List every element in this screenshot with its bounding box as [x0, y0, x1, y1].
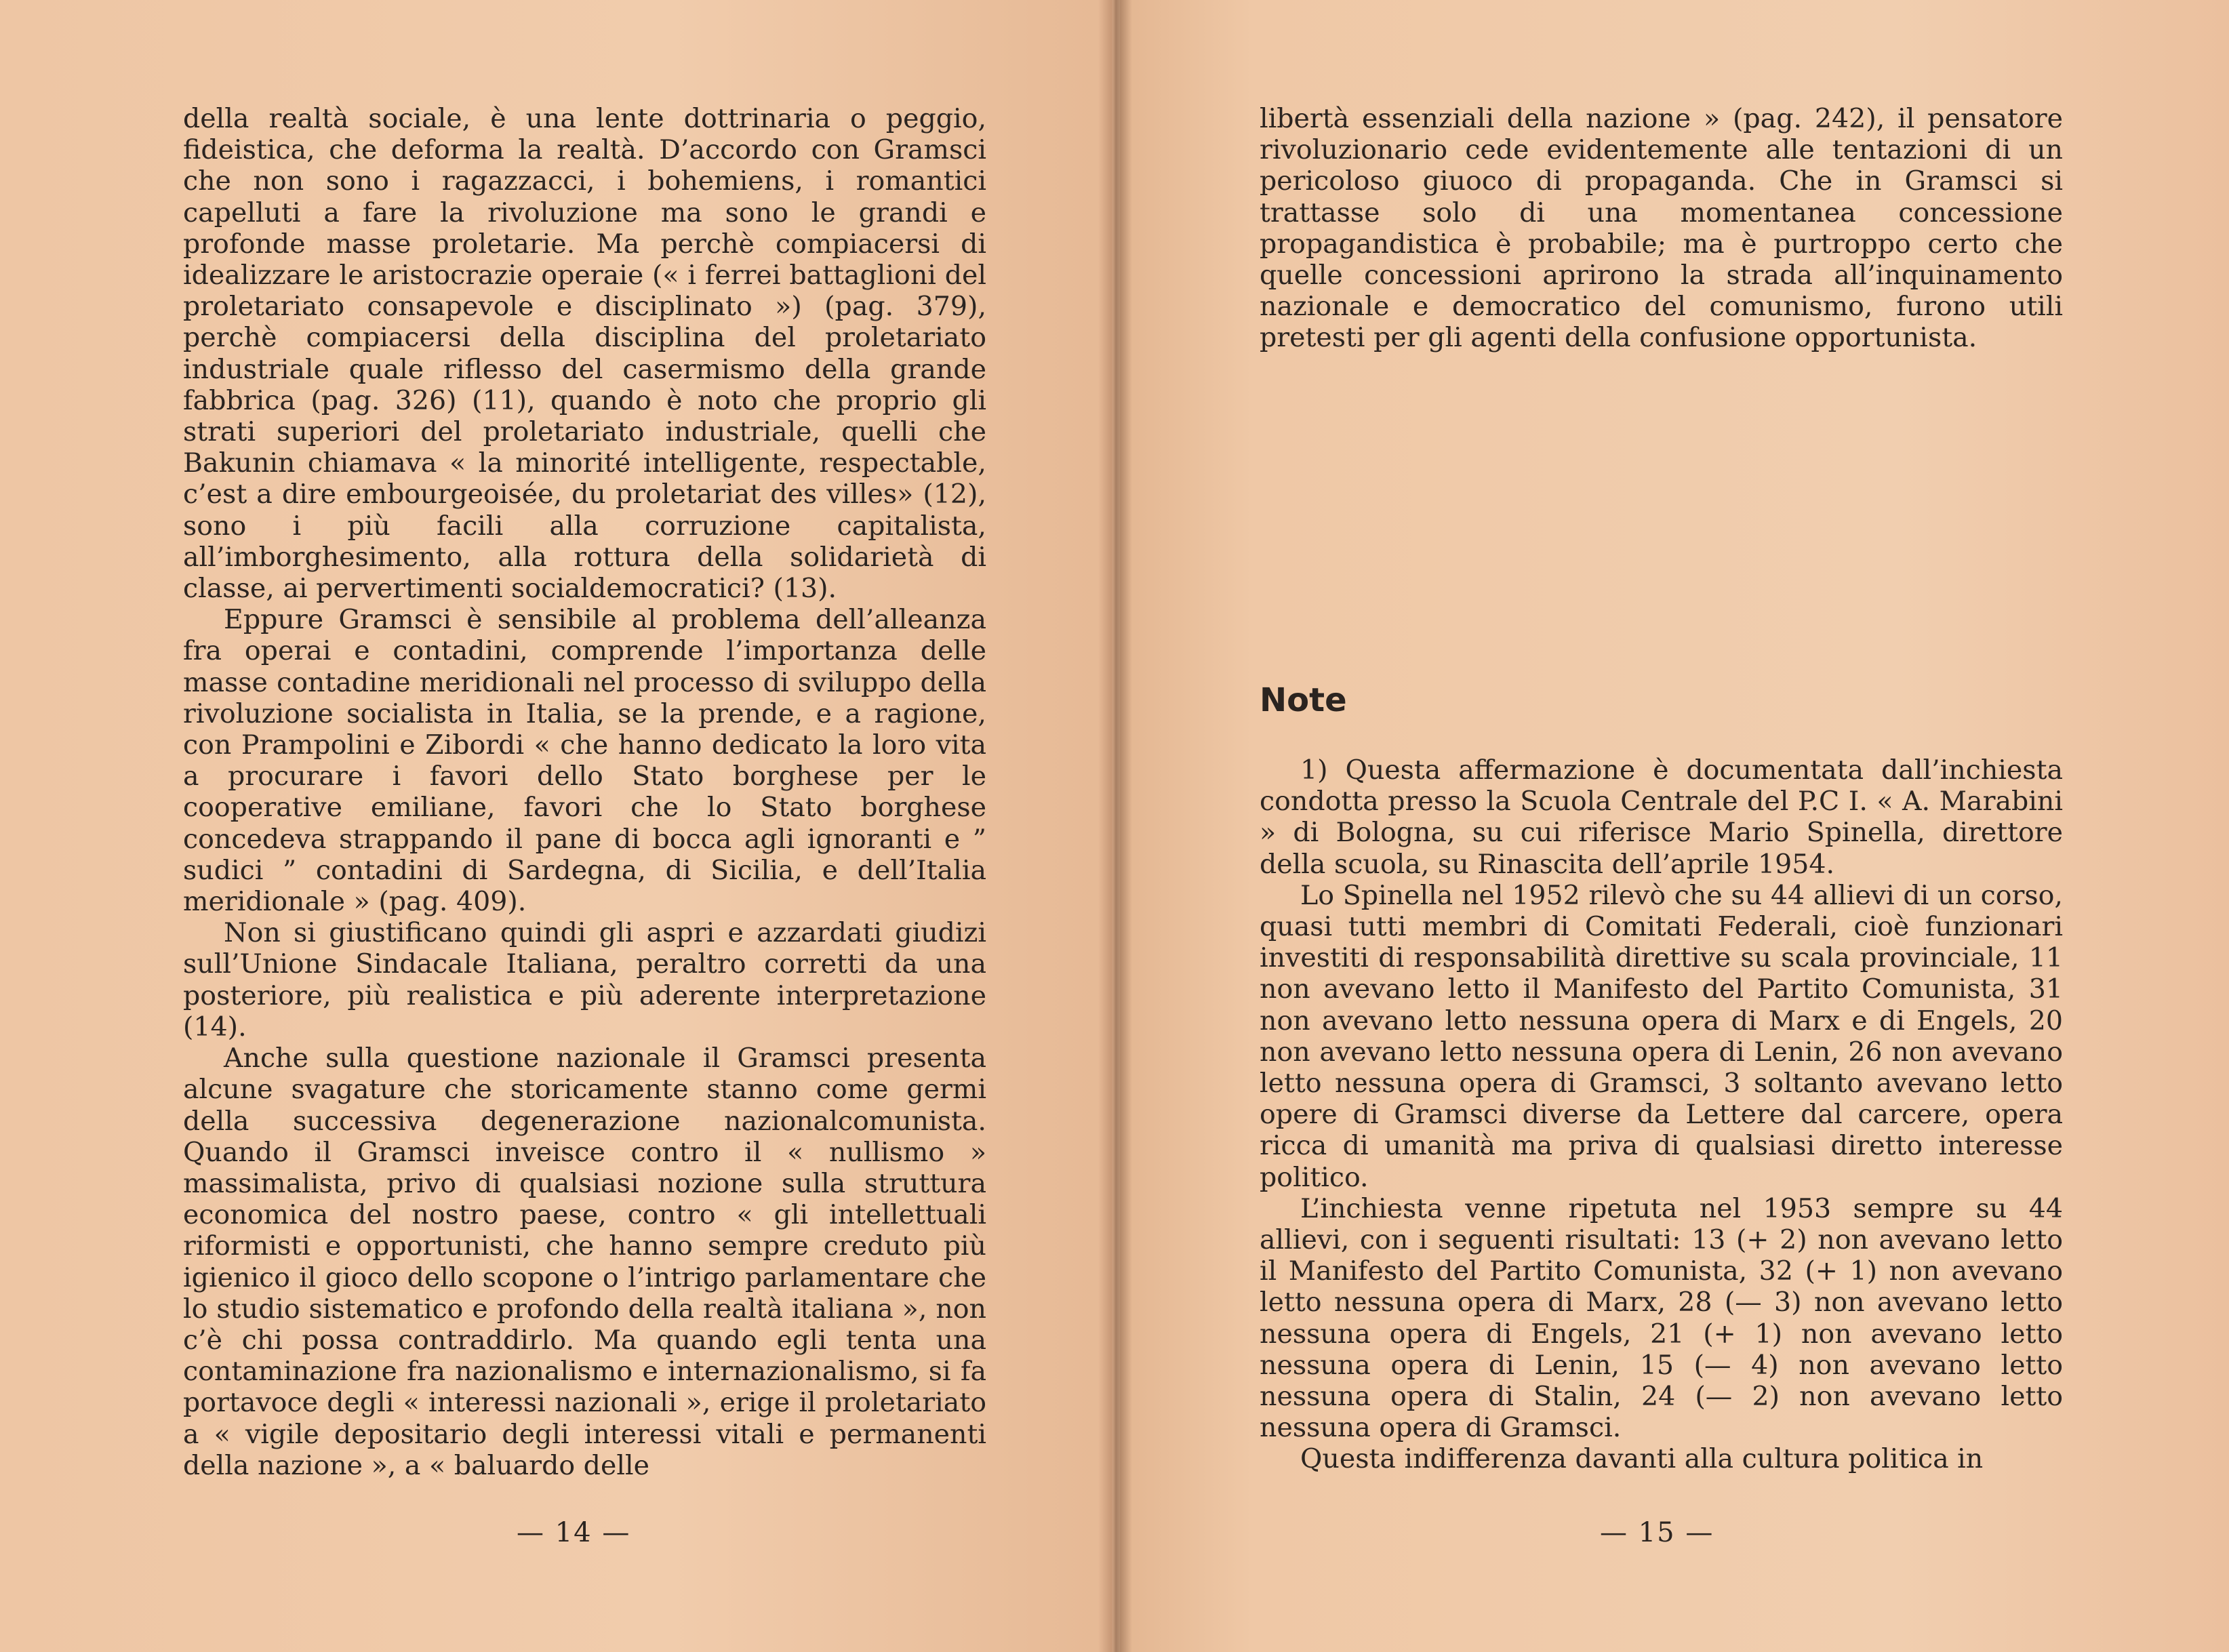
- paragraph: Non si giustificano quindi gli aspri e azzardati giudizi sull’Unione Sindacale Italiana, peraltro corretti da una posteriore, più realistica e più aderente interpretazione (14).: [183, 917, 986, 1043]
- note-paragraph: Lo Spinella nel 1952 rilevò che su 44 allievi di un corso, quasi tutti membri di Comitati Federali, cioè funzionari investiti di responsabilità direttive su scala provinciale, 11 non avevano letto il Manifesto del Partito Comunista, 31 non avevano letto nessuna opera di Marx e di Engels, 20 non avevano letto nessuna opera di Lenin, 26 non avevano letto nessuna opera di Gramsci, 3 soltanto avevano letto opere di Gramsci diverse da Lettere dal carcere, opera ricca di umanità ma priva di qualsiasi diretto interesse politico.: [1260, 879, 2063, 1193]
- right-page: [1120, 0, 2229, 1652]
- note-paragraph: Questa indifferenza davanti alla cultura politica in: [1300, 1443, 1984, 1475]
- notes-heading: Note: [1260, 681, 1347, 719]
- notes-text: [1260, 754, 2063, 1475]
- page-number: — 15 —: [1600, 1517, 1714, 1548]
- right-page-text: [1260, 103, 2063, 354]
- paragraph: libertà essenziali della nazione » (pag. 242), il pensatore rivoluzionario cede evidentemente alle tentazioni di un pericoloso giuoco di propaganda. Che in Gramsci si trattasse solo di una momentanea concessione propagandistica è probabile; ma è purtroppo certo che quelle concessioni aprirono la strada all’inquinamento nazionale e democratico del comunismo, furono utili pretesti per gli agenti della confusione opportunista.: [1260, 103, 2063, 354]
- note-paragraph: L’inchiesta venne ripetuta nel 1953 sempre su 44 allievi, con i seguenti risultati: 13 (+ 2) non avevano letto il Manifesto del Partito Comunista, 32 (+ 1) non avevano letto nessuna opera di Marx, 28 (— 3) non avevano letto nessuna opera di Engels, 21 (+ 1) non avevano letto nessuna opera di Lenin, 15 (— 4) non avevano letto nessuna opera di Stalin, 24 (— 2) non avevano letto nessuna opera di Gramsci.: [1260, 1192, 2063, 1444]
- book-gutter: [1098, 0, 1132, 1652]
- paragraph: Anche sulla questione nazionale il Gramsci presenta alcune svagature che storicamente stanno come germi della successiva degenerazione nazionalcomunista. Quando il Gramsci inveisce contro il « nullismo » massimalista, privo di qualsiasi nozione sulla struttura economica del nostro paese, contro « gli intellettuali riformisti e opportunisti, che hanno sempre creduto più igienico il gioco dello scopone o l’intrigo parlamentare che lo studio sistematico e profondo della realtà italiana », non c’è chi possa contraddirlo. Ma quando egli tenta una contaminazione fra nazionalismo e internazionalismo, si fa portavoce degli « interessi nazionali », erige il proletariato a « vigile depositario degli interessi vitali e permanenti della nazione », a « baluardo delle: [183, 1043, 986, 1481]
- paragraph: Eppure Gramsci è sensibile al problema dell’alleanza fra operai e contadini, comprende l’importanza delle masse contadine meridionali nel processo di sviluppo della rivoluzione socialista in Italia, se la prende, e a ragione, con Prampolini e Zibordi « che hanno dedicato la loro vita a procurare i favori dello Stato borghese per le cooperative emiliane, favori che lo Stato borghese concedeva strappando il pane di bocca agli ignoranti e ” sudici ” contadini di Sardegna, di Sicilia, e dell’Italia meridionale » (pag. 409).: [183, 604, 986, 918]
- paragraph: della realtà sociale, è una lente dottrinaria o peggio, fideistica, che deforma la realtà. D’accordo con Gramsci che non sono i ragazzacci, i bohemiens, i romantici capelluti a fare la rivoluzione ma sono le grandi e profonde masse proletarie. Ma perchè compiacersi di idealizzare le aristocrazie operaie (« i ferrei battaglioni del proletariato consapevole e disciplinato ») (pag. 379), perchè compiacersi della disciplina del proletariato industriale quale riflesso del casermismo della grande fabbrica (pag. 326) (11), quando è noto che proprio gli strati superiori del proletariato industriale, quelli che Bakunin chiamava « la minorité intelligente, respectable, c’est a dire embourgeoisée, du proletariat des villes» (12), sono i più facili alla corruzione capitalista, all’imborghesimento, alla rottura della solidarietà di classe, ai pervertimenti socialdemocratici? (13).: [183, 103, 986, 605]
- page-number: — 14 —: [517, 1517, 631, 1548]
- left-page: [0, 0, 1112, 1652]
- note-paragraph: 1) Questa affermazione è documentata dall’inchiesta condotta presso la Scuola Centrale del P.C I. « A. Marabini » di Bologna, su cui riferisce Mario Spinella, direttore della scuola, su Rinascita dell’aprile 1954.: [1260, 754, 2063, 880]
- left-page-text: [183, 103, 986, 1481]
